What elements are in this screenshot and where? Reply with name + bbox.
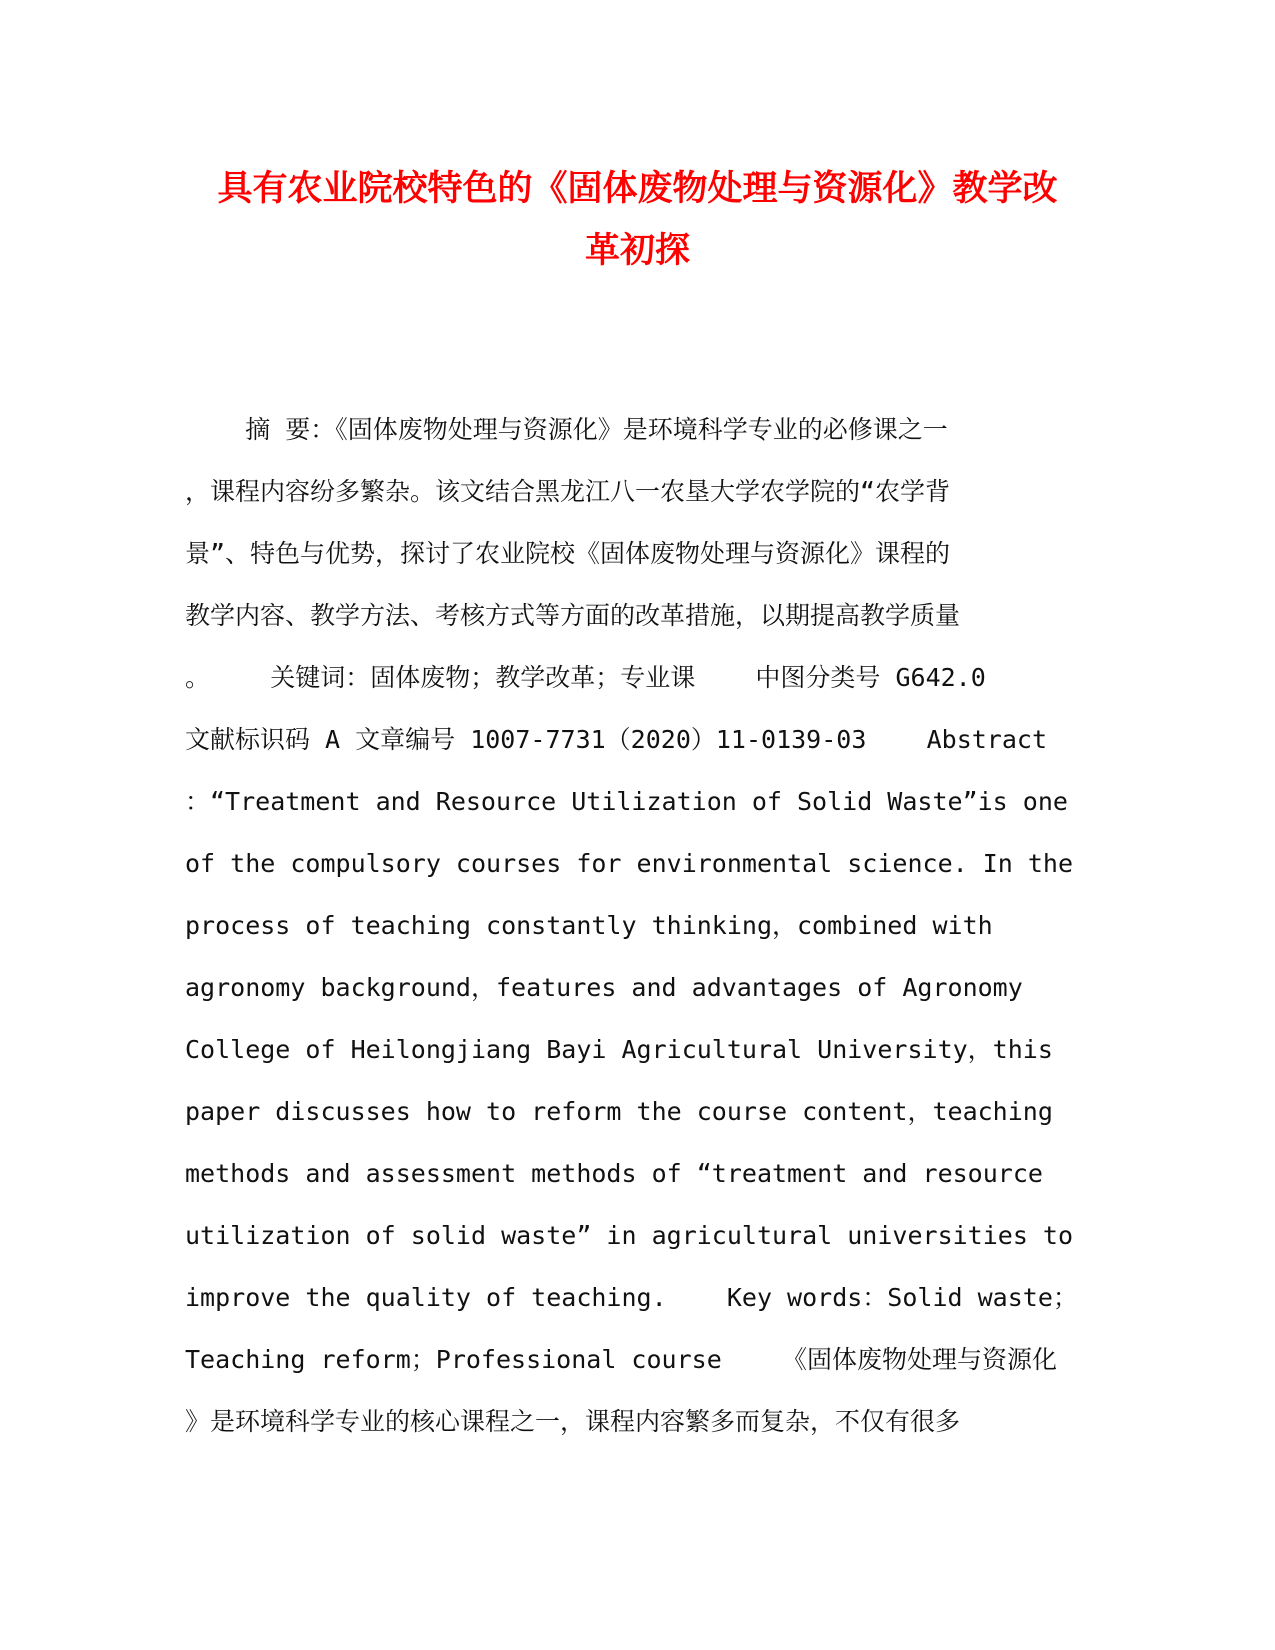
body-line: Teaching reform；Professional course 《固体废物处理与资源化 — [185, 1345, 1057, 1374]
body-line: 教学内容、教学方法、考核方式等方面的改革措施，以期提高教学质量 — [185, 601, 961, 630]
body-line: 摘 要：《固体废物处理与资源化》是环境科学专业的必修课之一 — [185, 415, 948, 444]
body-line: ，课程内容纷多繁杂。该文结合黑龙江八一农垦大学农学院的“农学背 — [185, 477, 951, 506]
body-line: 。 关键词：固体废物；教学改革；专业课 中图分类号 G642.0 — [185, 663, 986, 692]
body-line: paper discusses how to reform the course content，teaching — [185, 1097, 1053, 1126]
body-line: of the compulsory courses for environmental science. In the — [185, 849, 1074, 878]
body-line: 文献标识码 A 文章编号 1007-7731（2020）11-0139-03 Abstract — [185, 725, 1048, 754]
body-line: utilization of solid waste” in agricultural universities to — [185, 1221, 1074, 1250]
body-line: 》是环境科学专业的核心课程之一，课程内容繁多而复杂，不仅有很多 — [185, 1407, 961, 1436]
body-line: agronomy background，features and advantages of Agronomy — [185, 973, 1023, 1002]
title-line-2: 革初探 — [584, 230, 690, 271]
body-line: improve the quality of teaching. Key words：Solid waste； — [185, 1283, 1078, 1312]
body-line: 景”、特色与优势，探讨了农业院校《固体废物处理与资源化》课程的 — [185, 539, 951, 568]
document-title — [160, 158, 1115, 282]
body-line: ：“Treatment and Resource Utilization of Solid Waste”is one — [185, 787, 1068, 816]
title-line-1: 具有农业院校特色的《固体废物处理与资源化》教学改 — [217, 168, 1058, 209]
body-line: College of Heilongjiang Bayi Agricultural University，this — [185, 1035, 1053, 1064]
body-line: methods and assessment methods of “treatment and resource — [185, 1159, 1043, 1188]
body-line: process of teaching constantly thinking，combined with — [185, 911, 993, 940]
